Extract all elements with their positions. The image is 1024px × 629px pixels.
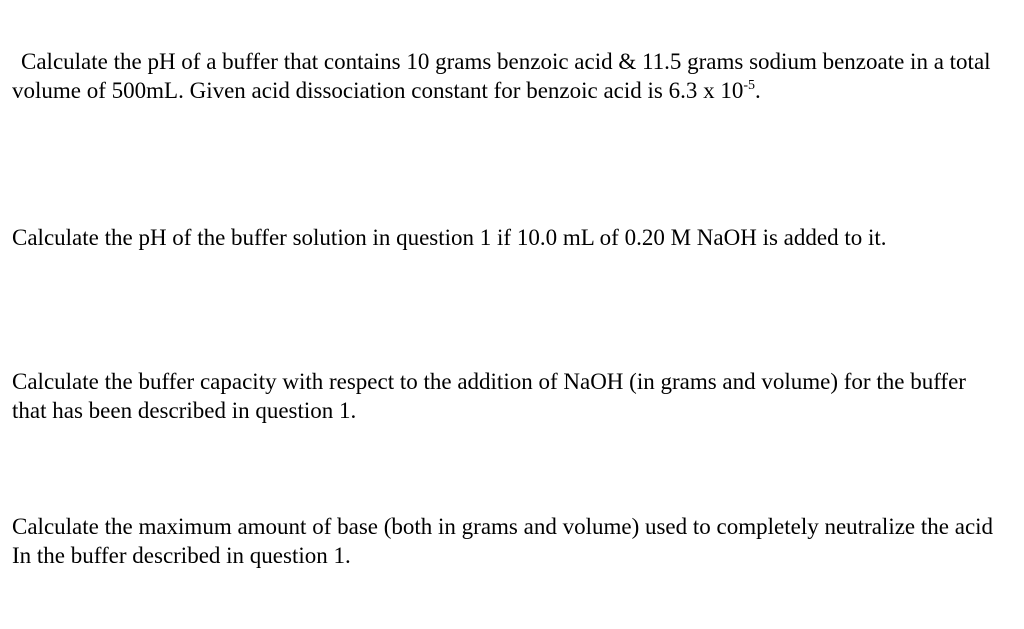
- question-3-text: Calculate the buffer capacity with respect to the addition of NaOH (in grams and volume) for the buffer that has been described in question 1.: [12, 369, 966, 423]
- question-1: [12, 47, 1002, 105]
- question-4: [12, 512, 1002, 570]
- question-1-text: Calculate the pH of a buffer that contains 10 grams benzoic acid & 11.5 grams sodium benzoate in a total volume of 500mL. Given acid dissociation constant for benzoic acid is 6.3 x 10: [12, 49, 991, 103]
- question-2: [12, 223, 1002, 252]
- question-4-text: Calculate the maximum amount of base (both in grams and volume) used to completely neutralize the acid In the buffer described in question 1.: [12, 514, 994, 568]
- question-2-text: Calculate the pH of the buffer solution in question 1 if 10.0 mL of 0.20 M NaOH is added to it.: [12, 225, 887, 250]
- question-1-suffix: .: [755, 78, 761, 103]
- question-3: [12, 367, 1002, 425]
- question-1-exponent: -5: [743, 78, 756, 93]
